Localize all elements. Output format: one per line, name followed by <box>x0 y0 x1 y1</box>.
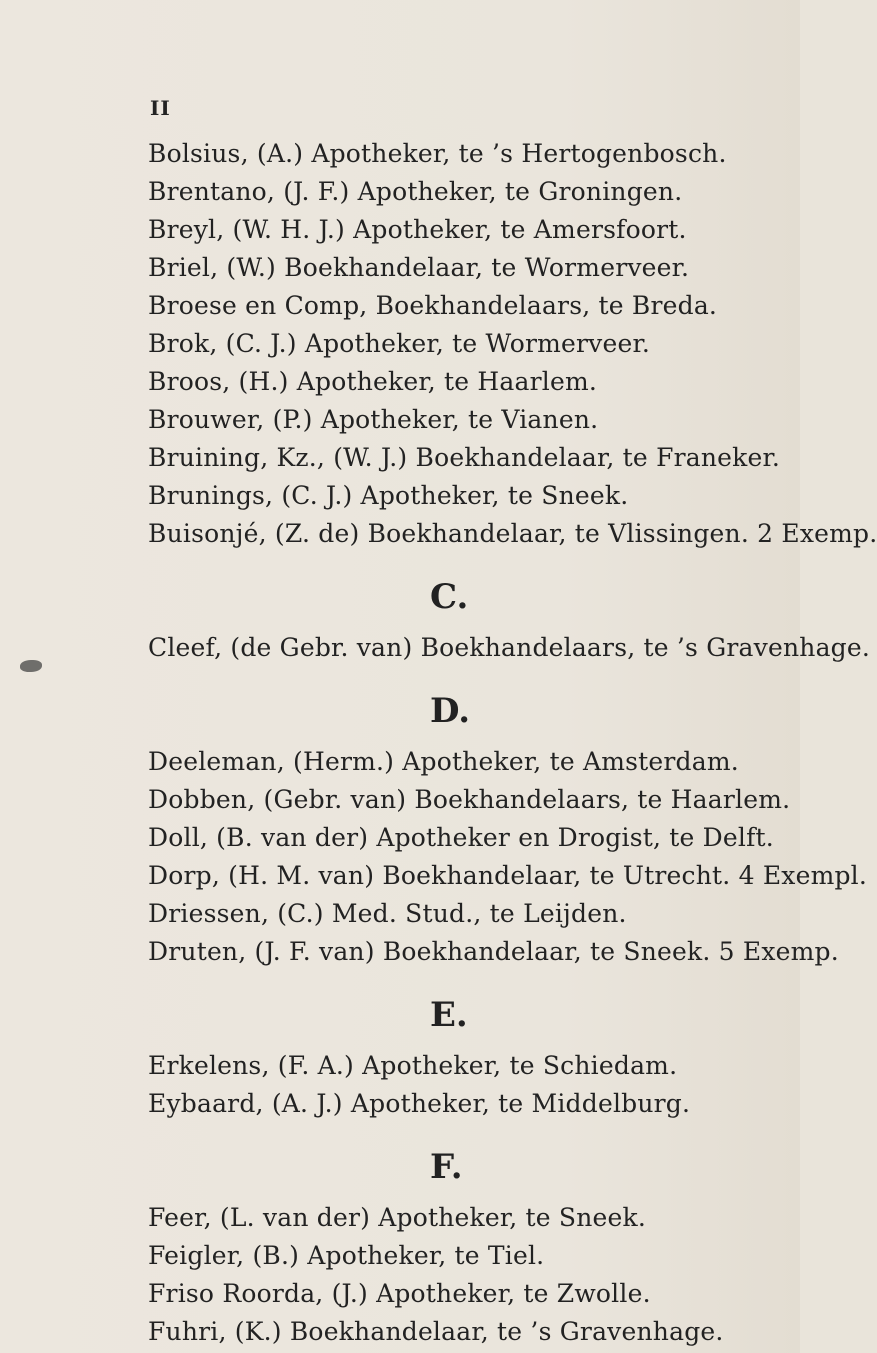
section-heading-e: E. <box>430 995 468 1035</box>
list-entry: Driessen, (C.) Med. Stud., te Leijden. <box>148 899 627 928</box>
list-entry: Doll, (B. van der) Apotheker en Drogist, te Delft. <box>148 823 774 852</box>
section-heading-c: C. <box>430 577 469 617</box>
list-entry: Eybaard, (A. J.) Apotheker, te Middelburg. <box>148 1089 691 1118</box>
list-entry: Deeleman, (Herm.) Apotheker, te Amsterdam. <box>148 747 739 776</box>
subscriber-list <box>148 135 877 1351</box>
section-d <box>148 679 868 971</box>
list-entry: Broese en Comp, Boekhandelaars, te Breda. <box>148 291 718 320</box>
list-entry: Brouwer, (P.) Apotheker, te Vianen. <box>148 405 599 434</box>
section-heading-d: D. <box>430 691 471 731</box>
list-entry: Friso Roorda, (J.) Apotheker, te Zwolle. <box>148 1279 651 1308</box>
ink-smudge <box>20 660 42 672</box>
list-entry: Brok, (C. J.) Apotheker, te Wormerveer. <box>148 329 651 358</box>
list-entry: Bruining, Kz., (W. J.) Boekhandelaar, te Franeker. <box>148 443 781 472</box>
list-entry: Feer, (L. van der) Apotheker, te Sneek. <box>148 1203 647 1232</box>
list-entry: Brentano, (J. F.) Apotheker, te Groningen. <box>148 177 683 206</box>
section-e <box>148 983 798 1123</box>
list-entry: Feigler, (B.) Apotheker, te Tiel. <box>148 1241 545 1270</box>
section-b <box>148 135 877 553</box>
list-entry: Broos, (H.) Apotheker, te Haarlem. <box>148 367 598 396</box>
section-heading-f: F. <box>430 1147 463 1187</box>
section-f <box>148 1135 798 1351</box>
list-entry: Druten, (J. F. van) Boekhandelaar, te Sneek. 5 Exemp. <box>148 937 839 966</box>
page-number: II <box>150 96 171 120</box>
section-c <box>148 565 871 667</box>
list-entry: Buisonjé, (Z. de) Boekhandelaar, te Vlissingen. 2 Exemp. <box>148 519 877 548</box>
list-entry: Briel, (W.) Boekhandelaar, te Wormerveer. <box>148 253 690 282</box>
list-entry: Cleef, (de Gebr. van) Boekhandelaars, te ’s Gravenhage. <box>148 633 871 662</box>
list-entry: Brunings, (C. J.) Apotheker, te Sneek. <box>148 481 629 510</box>
list-entry: Breyl, (W. H. J.) Apotheker, te Amersfoort. <box>148 215 687 244</box>
list-entry: Fuhri, (K.) Boekhandelaar, te ’s Gravenhage. <box>148 1317 724 1346</box>
list-entry: Bolsius, (A.) Apotheker, te ’s Hertogenbosch. <box>148 139 727 168</box>
list-entry: Dorp, (H. M. van) Boekhandelaar, te Utrecht. 4 Exempl. <box>148 861 868 890</box>
list-entry: Dobben, (Gebr. van) Boekhandelaars, te Haarlem. <box>148 785 791 814</box>
list-entry: Erkelens, (F. A.) Apotheker, te Schiedam. <box>148 1051 678 1080</box>
